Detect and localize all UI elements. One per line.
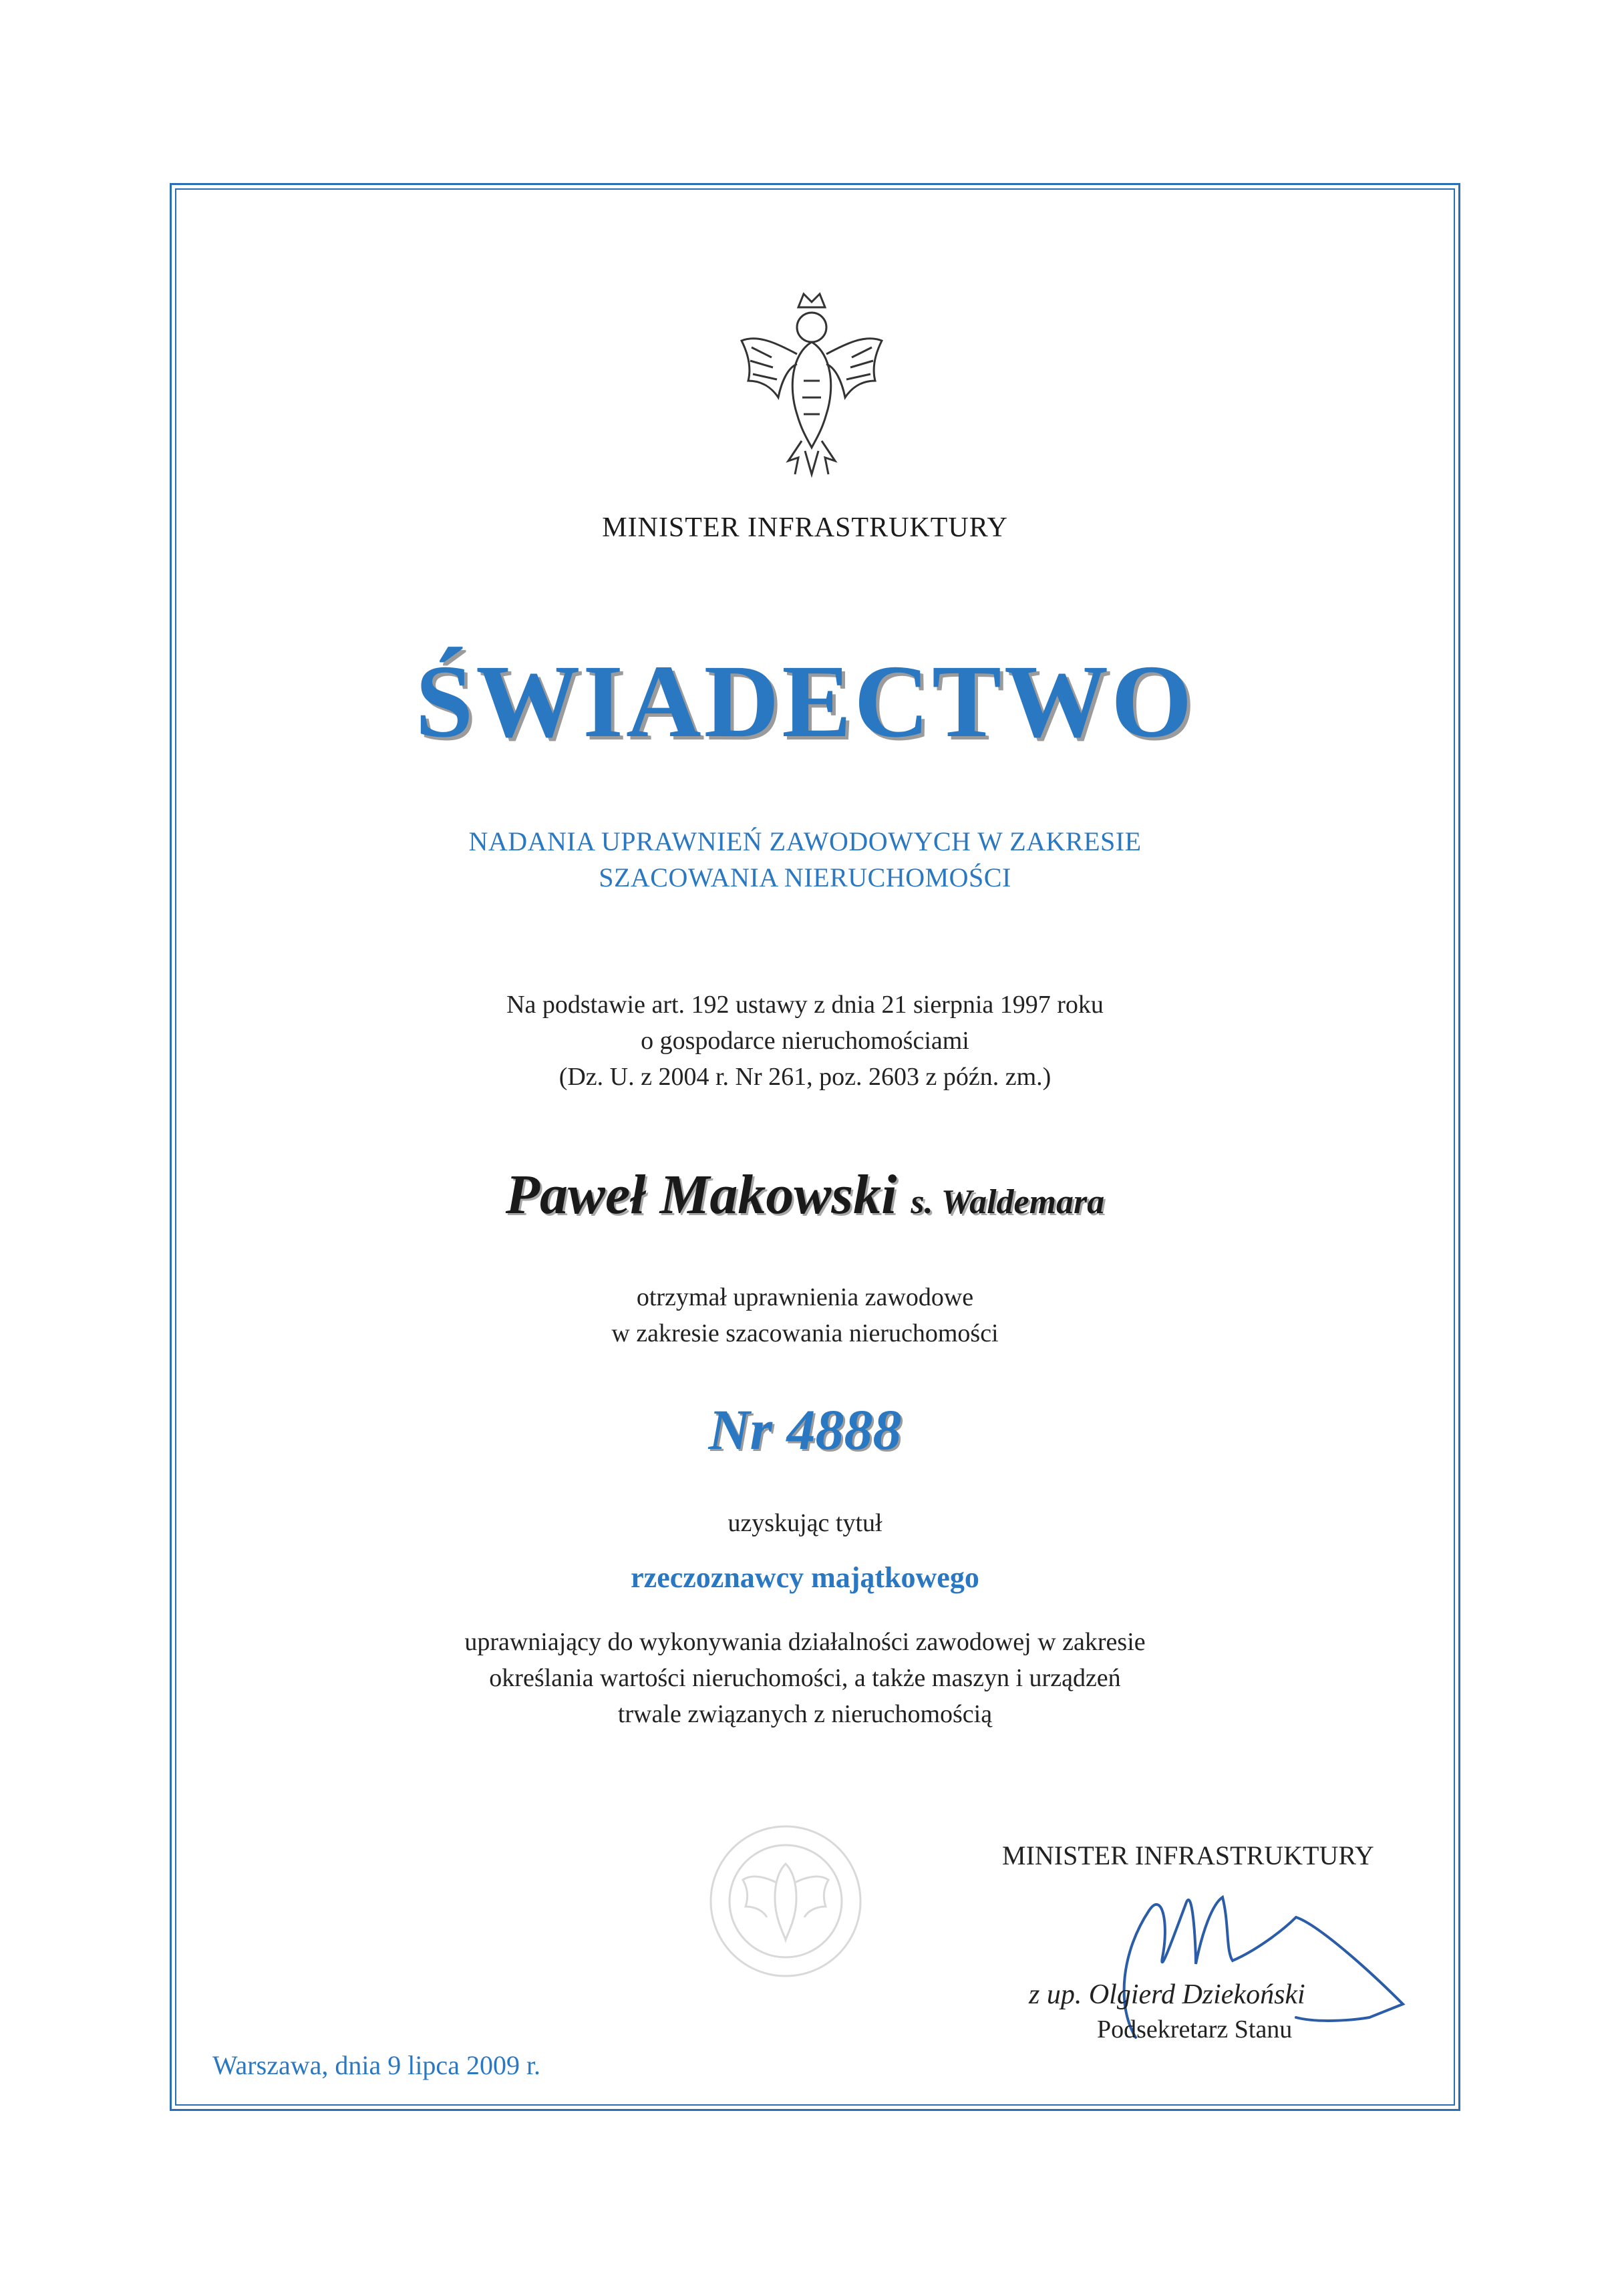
legal-basis-line-3: (Dz. U. z 2004 r. Nr 261, poz. 2603 z późn. zm.) — [558, 1063, 1052, 1091]
legal-basis-line-1: Na podstawie art. 192 ustawy z dnia 21 sierpnia 1997 roku — [506, 991, 1104, 1019]
signatory-role: Podsekretarz Stanu — [1097, 2015, 1293, 2043]
received-line-1: otrzymał uprawnienia zawodowe — [636, 1283, 974, 1311]
description-line-2: określania wartości nieruchomości, a także maszyn i urządzeń — [489, 1664, 1121, 1692]
signatory-office: MINISTER INFRASTRUKTURY — [1002, 1840, 1374, 1870]
signatory-name: z up. Olgierd Dziekoński — [1029, 1979, 1305, 2010]
embossed-seal-icon — [707, 1822, 864, 1980]
description-line-1: uprawniający do wykonywania działalności zawodowej w zakresie — [464, 1628, 1146, 1656]
recipient-name-line — [0, 1162, 1610, 1227]
place-and-date: Warszawa, dnia 9 lipca 2009 r. — [212, 2050, 541, 2080]
recipient-name: Paweł Makowski — [505, 1164, 897, 1226]
recipient-father: s. Waldemara — [911, 1183, 1105, 1221]
profession-title: rzeczoznawcy majątkowego — [631, 1561, 979, 1594]
received-line-2: w zakresie szacowania nieruchomości — [611, 1319, 999, 1347]
description-line-3: trwale związanych z nieruchomością — [617, 1700, 993, 1728]
polish-eagle-emblem-icon — [725, 281, 899, 481]
ministry-header: MINISTER INFRASTRUKTURY — [602, 512, 1008, 543]
legal-basis-line-2: o gospodarce nieruchomościami — [641, 1027, 969, 1055]
license-number: Nr 4888 — [708, 1398, 902, 1462]
obtaining-title-text: uzyskując tytuł — [728, 1509, 882, 1537]
certificate-title: ŚWIADECTWO — [415, 643, 1195, 759]
subtitle-line-2: SZACOWANIA NIERUCHOMOŚCI — [599, 862, 1011, 892]
subtitle-line-1: NADANIA UPRAWNIEŃ ZAWODOWYCH W ZAKRESIE — [468, 826, 1142, 856]
